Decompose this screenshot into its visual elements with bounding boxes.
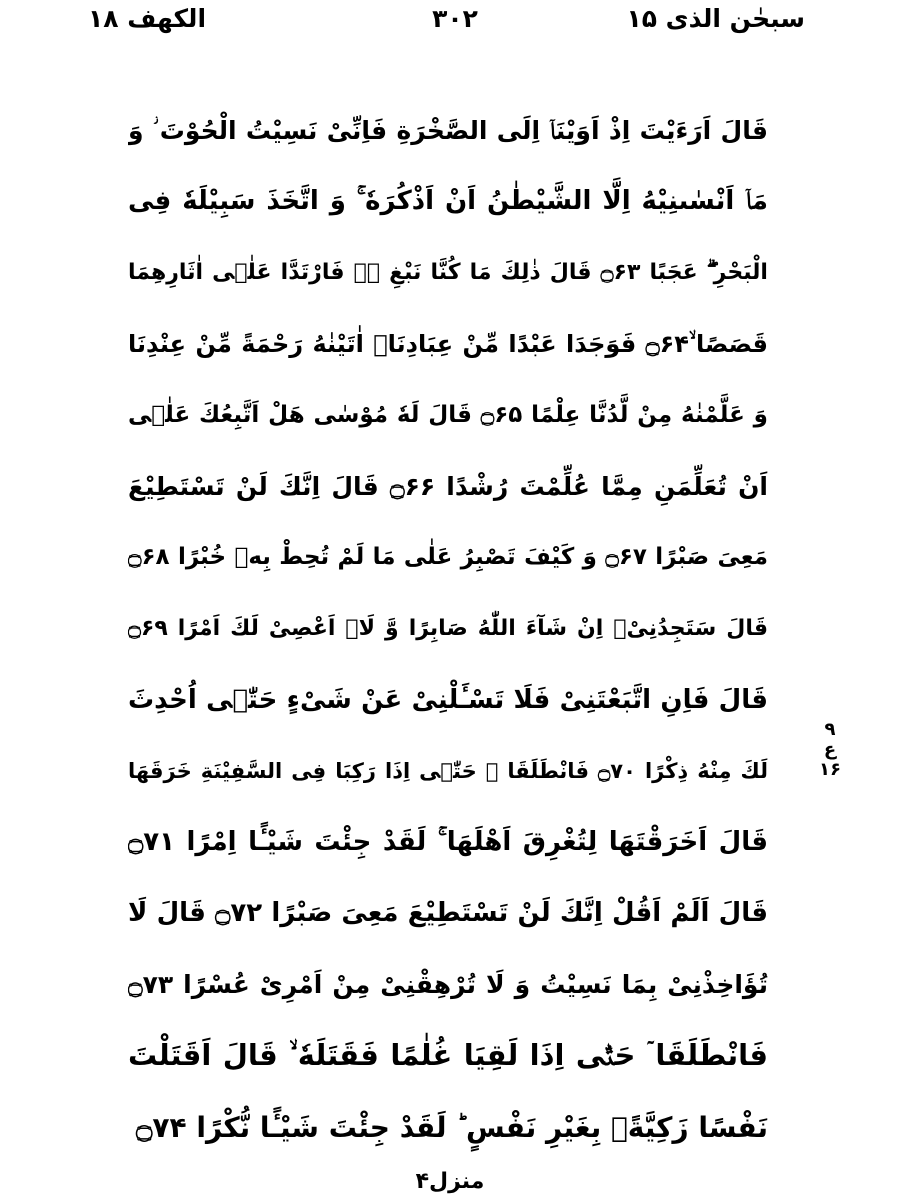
text-line-11: قَالَ اَخَرَقْتَهَا لِتُغْرِقَ اَهْلَهَا ۚ لَقَدْ جِئْتَ شَیْـًٔا اِمْرًا ۝۷۱ xyxy=(128,826,768,857)
text-line-4: قَصَصًا ۙ۝۶۴ فَوَجَدَا عَبْدًا مِّنْ عِبَادِنَاۤ اٰتَیْنٰهُ رَحْمَةً مِّنْ عِنْدِنَا xyxy=(128,329,768,358)
text-line-9: قَالَ فَاِنِ اتَّبَعْتَنِیْ فَلَا تَسْـَٔلْنِیْ عَنْ شَیْءٍ حَتّٰۤی اُحْدِثَ xyxy=(128,684,768,715)
ruku-bottom-number: ۱۶ xyxy=(819,759,841,780)
text-line-6: اَنْ تُعَلِّمَنِ مِمَّا عُلِّمْتَ رُشْدًا ۝۶۶ قَالَ اِنَّكَ لَنْ تَسْتَطِیْعَ xyxy=(128,471,768,501)
text-line-15: نَفْسًا زَكِیَّةًۢ بِغَیْرِ نَفْسٍ ؕ لَقَدْ جِئْتَ شَیْـًٔا نُّكْرًا ۝۷۴ xyxy=(136,1110,768,1144)
page-header xyxy=(0,2,900,42)
text-line-8: قَالَ سَتَجِدُنِیْۤ اِنْ شَآءَ اللّٰهُ صَابِرًا وَّ لَاۤ اَعْصِیْ لَكَ اَمْرًا ۝۶۹ xyxy=(128,616,768,642)
page-number: ۳۰۲ xyxy=(432,4,478,33)
text-line-1: قَالَ اَرَءَیْتَ اِذْ اَوَیْنَاۤ اِلَی الصَّخْرَةِ فَاِنِّیْ نَسِیْتُ الْحُوْتَ ؗ وَ xyxy=(128,116,768,145)
text-line-12: قَالَ اَلَمْ اَقُلْ اِنَّكَ لَنْ تَسْتَطِیْعَ مَعِیَ صَبْرًا ۝۷۲ قَالَ لَا xyxy=(128,898,768,929)
text-line-10: لَكَ مِنْهُ ذِكْرًا ۝۷۰ فَانْطَلَقَا ٙ حَتّٰۤی اِذَا رَكِبَا فِی السَّفِیْنَةِ خَرَقَهَا xyxy=(128,758,768,783)
surah-name-header: الکھف ۱۸ xyxy=(88,4,207,33)
manzil-footer: منزل۴ xyxy=(415,1169,485,1194)
ruku-letter: ع xyxy=(823,739,837,760)
text-line-2: مَاۤ اَنْسٰىنِیْهُ اِلَّا الشَّیْطٰنُ اَنْ اَذْكُرَهٗ ۚ وَ اتَّخَذَ سَبِیْلَهٗ فِی xyxy=(128,186,768,217)
text-line-14: فَانْطَلَقَا ٙ حَتّٰۤی اِذَا لَقِیَا غُلٰمًا فَقَتَلَهٗ ۙ قَالَ اَقَتَلْتَ xyxy=(128,1038,768,1073)
ruku-top-number: ۹ xyxy=(824,719,836,740)
quran-text-block xyxy=(128,95,768,1163)
text-line-3: الْبَحْرِ ۖۗ عَجَبًا ۝۶۳ قَالَ ذٰلِكَ مَا كُنَّا نَبْغِ ۖۗ فَارْتَدَّا عَلٰۤی اٰثَارِهِمَا xyxy=(128,260,768,286)
ruku-marker xyxy=(818,720,842,780)
text-line-7: مَعِیَ صَبْرًا ۝۶۷ وَ كَیْفَ تَصْبِرُ عَلٰی مَا لَمْ تُحِطْ بِهٖ خُبْرًا ۝۶۸ xyxy=(128,544,768,571)
juz-name-header: سبحٰن الذی ۱۵ xyxy=(626,4,805,33)
text-line-5: وَ عَلَّمْنٰهُ مِنْ لَّدُنَّا عِلْمًا ۝۶۵ قَالَ لَهٗ مُوْسٰی هَلْ اَتَّبِعُكَ عَلٰۤی xyxy=(128,401,768,428)
text-line-13: تُؤَاخِذْنِیْ بِمَا نَسِیْتُ وَ لَا تُرْهِقْنِیْ مِنْ اَمْرِیْ عُسْرًا ۝۷۳ xyxy=(128,970,768,1000)
